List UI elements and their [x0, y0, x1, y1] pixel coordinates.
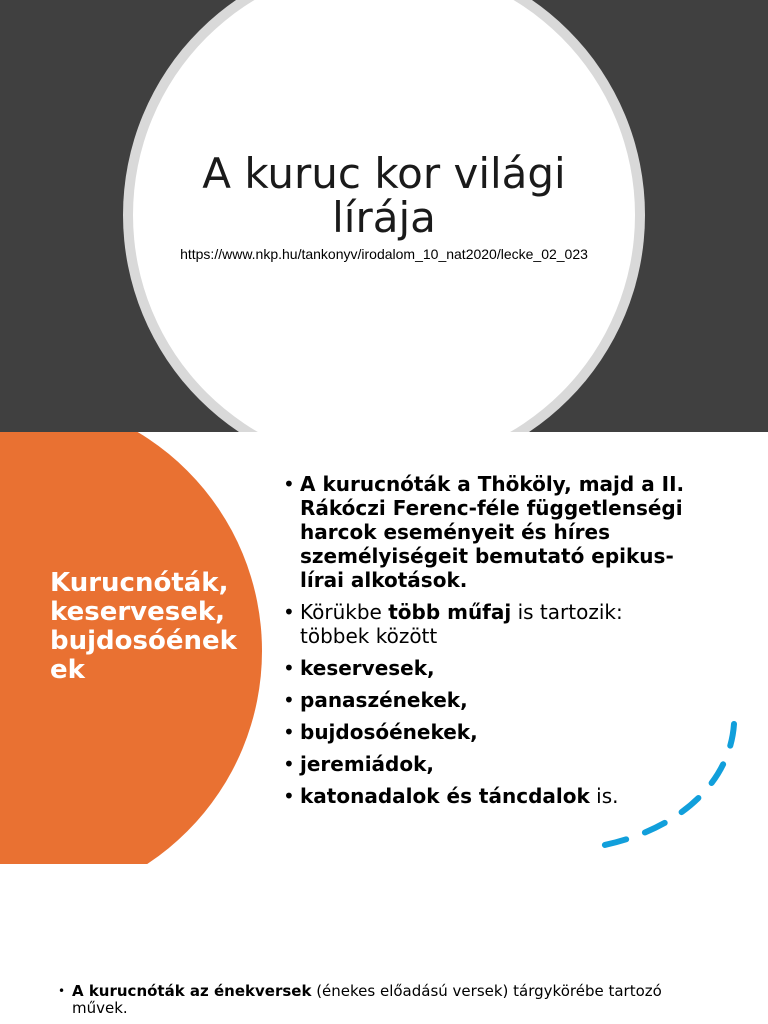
title-slide: [0, 0, 768, 432]
bullet-text: Körükbe: [300, 600, 389, 624]
section-title: Kurucnóták, keservesek, bujdosóénekek: [50, 568, 237, 685]
bullet-text: is tartozik: többek között: [300, 600, 623, 648]
bullet-dot: •: [283, 752, 295, 776]
bullet-item: [283, 600, 693, 648]
bullet-dot: •: [283, 472, 295, 496]
next-slide-partial: [0, 864, 768, 1024]
bullet-dot: •: [283, 784, 295, 808]
source-url[interactable]: https://www.nkp.hu/tankonyv/irodalom_10_nat2020/lecke_02_023: [180, 246, 588, 262]
bullet-item: [283, 688, 693, 712]
bullet-text: is.: [589, 784, 619, 808]
bullet-dot: •: [283, 656, 295, 680]
bullet-bold-text: katonadalok és táncdalok: [300, 784, 590, 808]
bullet-bold-text: A kurucnóták a Thököly, majd a II. Rákóczi Ferenc-féle függetlenségi harcok eseményeit és híres személyiségeit bemutató epikus-lírai alkotások.: [300, 472, 685, 592]
bullet-item: [283, 656, 693, 680]
dashed-arc-decoration: [590, 712, 750, 852]
bullet-dot: •: [283, 688, 295, 712]
bullet-bold-text: keservesek,: [300, 656, 435, 680]
content-slide: [0, 432, 768, 864]
bullet-dot: •: [283, 720, 295, 744]
bullet-dot: •: [58, 984, 66, 998]
bullet-bold-text: A kurucnóták az énekversek: [72, 982, 312, 1000]
bullet-bold-text: jeremiádok,: [300, 752, 434, 776]
bullet-dot: •: [283, 600, 295, 624]
bullet-text: (énekes előadású versek) tárgykörébe tartozó művek.: [72, 982, 662, 1017]
bullet-item: [283, 472, 693, 592]
slide-title: A kuruc kor világi lírája: [202, 149, 566, 242]
bullet-item: [58, 983, 712, 1017]
bullet-bold-text: bujdosóénekek,: [300, 720, 478, 744]
bullet-bold-text: több műfaj: [388, 600, 512, 624]
bullet-bold-text: panaszénekek,: [300, 688, 468, 712]
